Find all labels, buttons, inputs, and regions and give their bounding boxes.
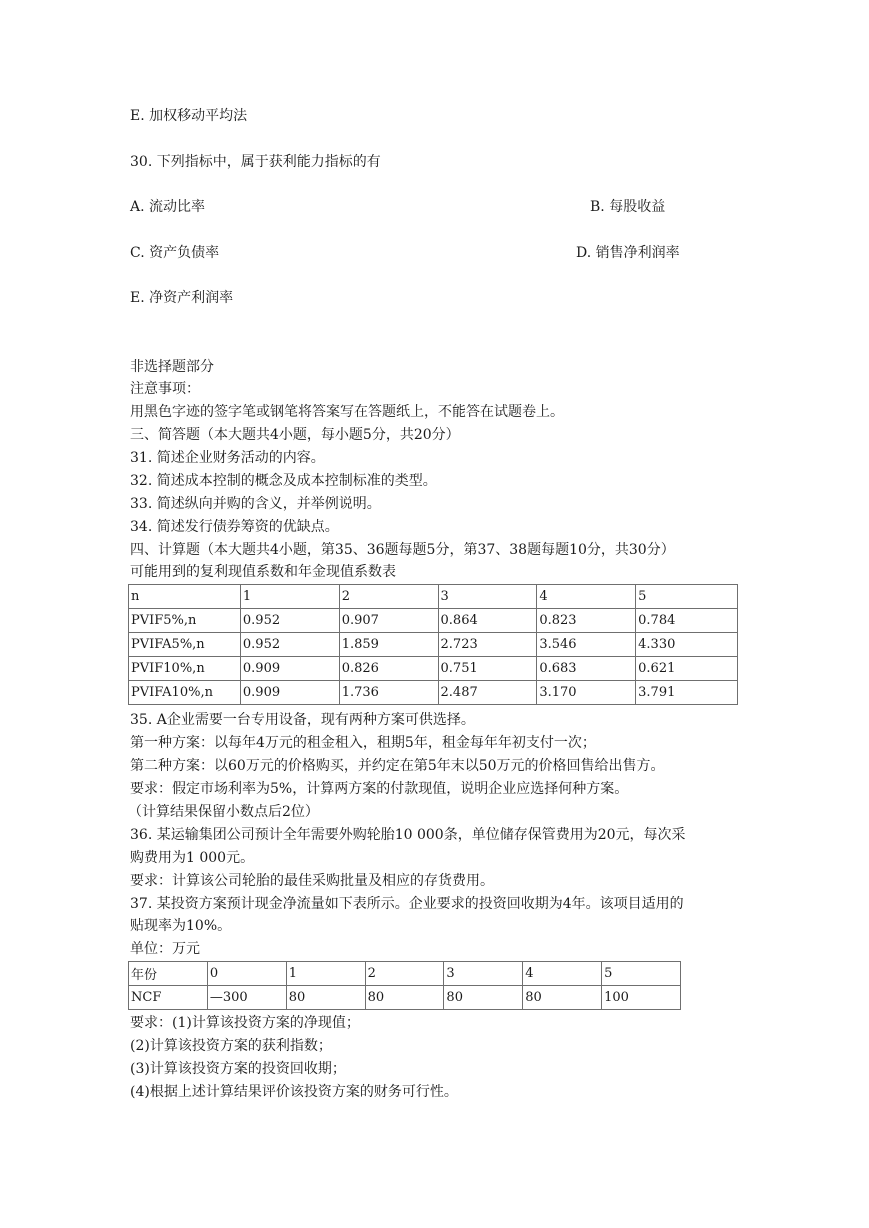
q36-stem-line2: 购费用为1 000元。 xyxy=(130,850,255,866)
q29-option-e: E. 加权移动平均法 xyxy=(130,108,248,124)
table-row xyxy=(129,633,738,657)
table-cell: 3.170 xyxy=(537,681,636,705)
table-cell: NCF xyxy=(129,986,208,1010)
notice-text: 用黑色字迹的签字笔或钢笔将答案写在答题纸上，不能答在试题卷上。 xyxy=(130,404,564,420)
table-cell: 3 xyxy=(438,585,537,609)
q37-requirement-3: (3)计算该投资方案的投资回收期； xyxy=(130,1061,346,1077)
q30-stem: 30. 下列指标中，属于获利能力指标的有 xyxy=(130,154,381,170)
table-cell: 0.683 xyxy=(537,657,636,681)
table-cell: 3 xyxy=(444,962,523,986)
factor-table-caption: 可能用到的复利现值系数和年金现值系数表 xyxy=(130,564,396,580)
section4-heading: 四、计算题（本大题共4小题，第35、36题每题5分，第37、38题每题10分，共30分） xyxy=(130,542,675,558)
table-row xyxy=(129,681,738,705)
table-cell: 0.864 xyxy=(438,609,537,633)
table-cell: —300 xyxy=(207,986,286,1010)
table-cell: 0 xyxy=(207,962,286,986)
table-cell: 80 xyxy=(286,986,365,1010)
q35-plan1: 第一种方案：以每年4万元的租金租入，租期5年，租金每年年初支付一次； xyxy=(130,735,596,751)
table-cell: PVIFA10%,n xyxy=(129,681,241,705)
table-cell: 2.723 xyxy=(438,633,537,657)
q35-requirement: 要求：假定市场利率为5%，计算两方案的付款现值，说明企业应选择何种方案。 xyxy=(130,781,629,797)
factor-table xyxy=(128,584,738,705)
q30-option-c: C. 资产负债率 xyxy=(130,245,220,261)
q33: 33. 简述纵向并购的含义，并举例说明。 xyxy=(130,496,381,512)
table-cell: 0.909 xyxy=(240,657,339,681)
q36-stem-line1: 36. 某运输集团公司预计全年需要外购轮胎10 000条，单位储存保管费用为20元，每次采 xyxy=(130,827,686,843)
table-cell: 0.909 xyxy=(240,681,339,705)
table-cell: 1.736 xyxy=(339,681,438,705)
table-cell: 0.952 xyxy=(240,633,339,657)
table-cell: n xyxy=(129,585,241,609)
q35-stem: 35. A企业需要一台专用设备，现有两种方案可供选择。 xyxy=(130,712,475,728)
q35-note: （计算结果保留小数点后2位） xyxy=(128,804,319,820)
q30-option-b: B. 每股收益 xyxy=(590,199,666,215)
q37-requirement-1: 要求：(1)计算该投资方案的净现值； xyxy=(130,1015,360,1031)
section3-heading: 三、简答题（本大题共4小题，每小题5分，共20分） xyxy=(130,427,460,443)
table-cell: 100 xyxy=(602,986,681,1010)
nonchoice-heading: 非选择题部分 xyxy=(130,359,214,375)
table-cell: 1 xyxy=(240,585,339,609)
table-row xyxy=(129,609,738,633)
q30-option-d: D. 销售净利润率 xyxy=(576,245,680,261)
table-cell: PVIF5%,n xyxy=(129,609,241,633)
table-cell: 0.621 xyxy=(636,657,738,681)
notice-title: 注意事项： xyxy=(130,381,200,397)
q37-requirement-4: (4)根据上述计算结果评价该投资方案的财务可行性。 xyxy=(130,1084,458,1100)
table-cell: 2 xyxy=(339,585,438,609)
ncf-table xyxy=(128,961,681,1010)
table-cell: 4 xyxy=(537,585,636,609)
q31: 31. 简述企业财务活动的内容。 xyxy=(130,450,325,466)
table-cell: 2 xyxy=(365,962,444,986)
table-cell: PVIF10%,n xyxy=(129,657,241,681)
table-cell: 0.823 xyxy=(537,609,636,633)
table-row xyxy=(129,657,738,681)
table-cell: 0.907 xyxy=(339,609,438,633)
table-cell: 2.487 xyxy=(438,681,537,705)
table-cell: 80 xyxy=(365,986,444,1010)
table-row xyxy=(129,585,738,609)
table-cell: 5 xyxy=(636,585,738,609)
table-cell: 0.826 xyxy=(339,657,438,681)
table-cell: PVIFA5%,n xyxy=(129,633,241,657)
q37-stem-line2: 贴现率为10%。 xyxy=(130,918,232,934)
table-cell: 4 xyxy=(523,962,602,986)
table-cell: 80 xyxy=(444,986,523,1010)
table-cell: 年份 xyxy=(129,962,208,986)
table-cell: 1.859 xyxy=(339,633,438,657)
q35-plan2: 第二种方案：以60万元的价格购买，并约定在第5年末以50万元的价格回售给出售方。 xyxy=(130,758,665,774)
table-cell: 3.546 xyxy=(537,633,636,657)
q32: 32. 简述成本控制的概念及成本控制标准的类型。 xyxy=(130,473,437,489)
table-row xyxy=(129,986,681,1010)
table-cell: 0.784 xyxy=(636,609,738,633)
q30-option-a: A. 流动比率 xyxy=(130,199,206,215)
q37-unit: 单位：万元 xyxy=(130,941,200,957)
table-cell: 80 xyxy=(523,986,602,1010)
table-cell: 0.751 xyxy=(438,657,537,681)
table-cell: 0.952 xyxy=(240,609,339,633)
q36-requirement: 要求：计算该公司轮胎的最佳采购批量及相应的存货费用。 xyxy=(130,873,494,889)
table-row xyxy=(129,962,681,986)
q34: 34. 简述发行债券筹资的优缺点。 xyxy=(130,519,339,535)
table-cell: 4.330 xyxy=(636,633,738,657)
table-cell: 3.791 xyxy=(636,681,738,705)
table-cell: 1 xyxy=(286,962,365,986)
table-cell: 5 xyxy=(602,962,681,986)
q30-option-e: E. 净资产利润率 xyxy=(130,290,234,306)
q37-stem-line1: 37. 某投资方案预计现金净流量如下表所示。企业要求的投资回收期为4年。该项目适用的 xyxy=(130,896,684,912)
q37-requirement-2: (2)计算该投资方案的获利指数； xyxy=(130,1038,332,1054)
